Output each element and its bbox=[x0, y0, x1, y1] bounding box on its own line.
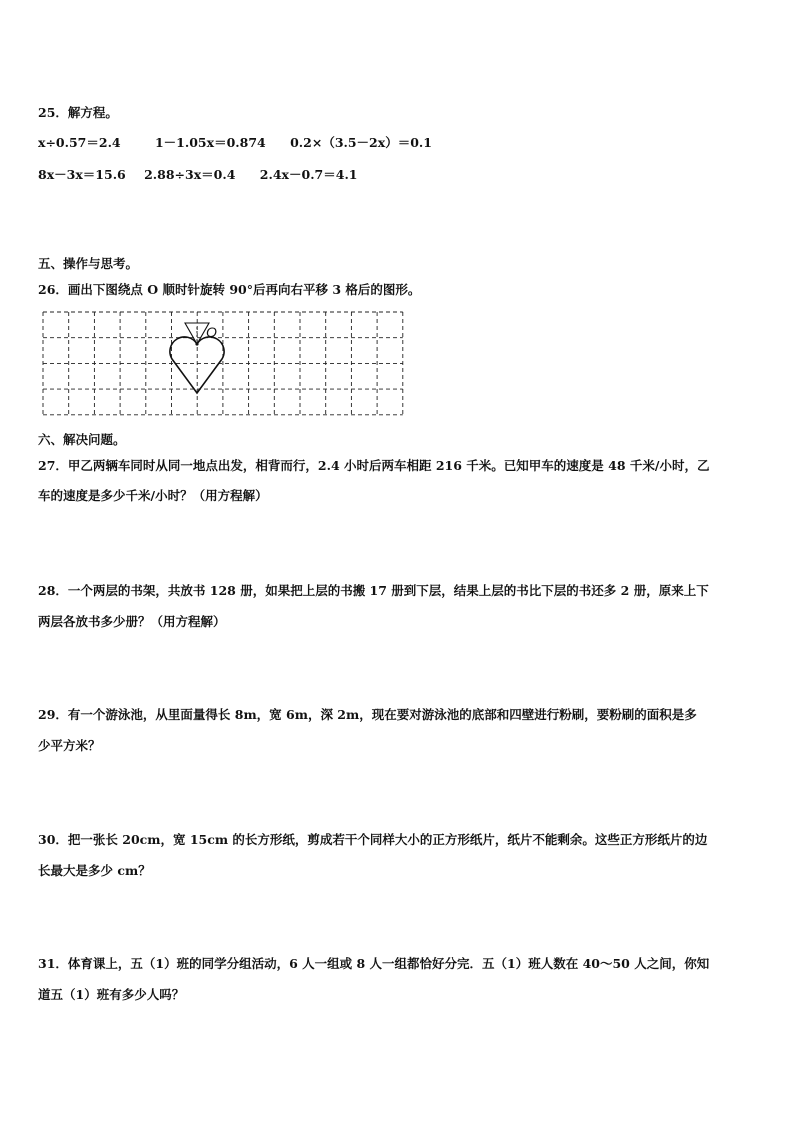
question-26-title: 26．画出下图绕点 O 顺时针旋转 90°后再向右平移 3 格后的图形。 bbox=[38, 282, 421, 297]
equation-row-2 bbox=[38, 167, 358, 183]
question-29-line-1: 29．有一个游泳池，从里面量得长 8m，宽 6m，深 2m，现在要对游泳池的底部和四壁进行粉刷，要粉刷的面积是多 bbox=[38, 707, 697, 722]
question-31-line-1: 31．体育课上，五（1）班的同学分组活动，6 人一组或 8 人一组都恰好分完．五（1）班人数在 40～50 人之间，你知 bbox=[38, 956, 710, 971]
question-29-line-2: 少平方米？ bbox=[38, 738, 101, 753]
question-28-line-2: 两层各放书多少册？（用方程解） bbox=[38, 614, 226, 629]
equation-1: x÷0.57＝2.4 bbox=[38, 135, 121, 150]
question-27-line-2: 车的速度是多少千米/小时？（用方程解） bbox=[38, 488, 268, 503]
question-27-line-1: 27．甲乙两辆车同时从同一地点出发，相背而行，2.4 小时后两车相距 216 千米。已知甲车的速度是 48 千米/小时，乙 bbox=[38, 458, 710, 473]
equation-5: 2.88÷3x＝0.4 bbox=[144, 167, 236, 182]
point-o-label: O bbox=[206, 324, 217, 340]
equation-3: 0.2×（3.5－2x）＝0.1 bbox=[290, 135, 432, 150]
section-5-heading: 五、操作与思考。 bbox=[38, 256, 139, 271]
equation-2: 1－1.05x＝0.874 bbox=[154, 135, 266, 150]
equation-4: 8x－3x＝15.6 bbox=[38, 167, 126, 182]
equation-6: 2.4x－0.7＝4.1 bbox=[259, 167, 358, 182]
question-25-title: 25．解方程。 bbox=[38, 105, 118, 120]
center-point-o bbox=[195, 342, 198, 345]
grid-lines bbox=[43, 312, 403, 415]
dotted-grid-figure bbox=[42, 311, 404, 421]
question-28-line-1: 28．一个两层的书架，共放书 128 册，如果把上层的书搬 17 册到下层，结果上层的书比下层的书还多 2 册，原来上下 bbox=[38, 583, 709, 598]
question-30-line-1: 30．把一张长 20cm，宽 15cm 的长方形纸，剪成若干个同样大小的正方形纸片，纸片不能剩余。这些正方形纸片的边 bbox=[38, 832, 708, 847]
question-30-line-2: 长最大是多少 cm？ bbox=[38, 863, 151, 878]
section-6-heading: 六、解决问题。 bbox=[38, 432, 126, 447]
equation-row-1 bbox=[38, 135, 432, 151]
question-31-line-2: 道五（1）班有多少人吗？ bbox=[38, 987, 185, 1002]
